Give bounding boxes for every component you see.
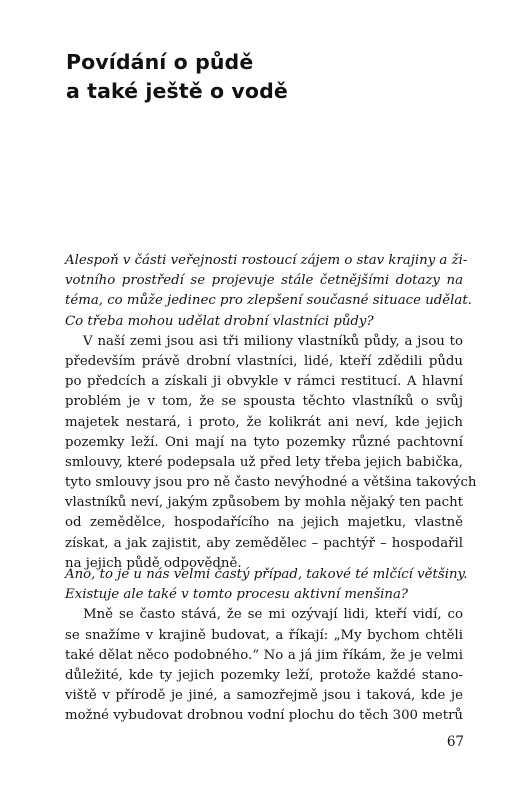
text-line: V naší zemi jsou asi tři miliony vlastníků půdy, a jsou to (83, 333, 463, 349)
page-number: 67 (446, 734, 464, 750)
text-line: od zemědělce, hospodařícího na jejich majetku, vlastně (65, 515, 463, 531)
text-line: votního prostředí se projevuje stále četnějšími dotazy na (65, 273, 463, 289)
text-line: Co třeba mohou udělat drobní vlastníci půdy? (65, 313, 374, 329)
text-line: problém je v tom, že se spousta těchto vlastníků o svůj (65, 394, 463, 410)
chapter-title-line: a také ještě o vodě (66, 79, 288, 103)
text-line: především právě drobní vlastníci, lidé, kteří zdědili půdu (65, 353, 463, 369)
text-line: možné vybudovat drobnou vodní plochu do těch 300 metrů (65, 708, 463, 724)
text-line: smlouvy, které podepsala už před lety třeba jejich babička, (65, 454, 463, 470)
text-line: důležité, kde ty jejich pozemky leží, protože každé stano- (65, 667, 463, 683)
chapter-title (66, 48, 288, 106)
interview-answer (65, 332, 477, 574)
text-line: Ano, to je u nás velmi častý případ, takové té mlčící většiny. (65, 567, 468, 582)
interview-answer (65, 605, 463, 726)
chapter-title-line: Povídání o půdě (66, 50, 254, 74)
text-line: se snažíme v krajině budovat, a říkají: „My bychom chtěli (65, 627, 463, 643)
interview-question (65, 251, 472, 332)
text-line: viště v přírodě je jiné, a samozřejmě jsou i taková, kde je (65, 688, 463, 704)
text-line: Mně se často stává, že se mi ozývají lidi, kteří vidí, co (83, 607, 463, 623)
text-line: Alespoň v části veřejnosti rostoucí zájem o stav krajiny a ži- (65, 253, 468, 268)
text-line: také dělat něco podobného.“ No a já jim říkám, že je velmi (65, 647, 463, 663)
text-line: získat, a jak zajistit, aby zemědělec – pachtýř – hospodařil (65, 535, 463, 551)
interview-section-2 (65, 565, 468, 727)
text-line: vlastníků neví, jakým způsobem by mohla nějaký ten pacht (65, 495, 463, 511)
interview-section-1 (65, 251, 477, 574)
text-line: pozemky leží. Oni mají na tyto pozemky různé pachtovní (65, 434, 463, 450)
text-line: majetek nestará, i proto, že kolikrát ani neví, kde jejich (65, 414, 463, 430)
text-line: téma, co může jedinec pro zlepšení současné situace udělat. (65, 293, 472, 309)
interview-question (65, 565, 468, 605)
text-line: tyto smlouvy jsou pro ně často nevýhodné a většina takových (65, 475, 477, 491)
text-line: po předcích a získali ji obvykle v rámci restitucí. A hlavní (65, 374, 463, 390)
text-line: na jejich půdě odpovědně. (65, 555, 242, 571)
text-line: Existuje ale také v tomto procesu aktivní menšina? (65, 587, 409, 603)
